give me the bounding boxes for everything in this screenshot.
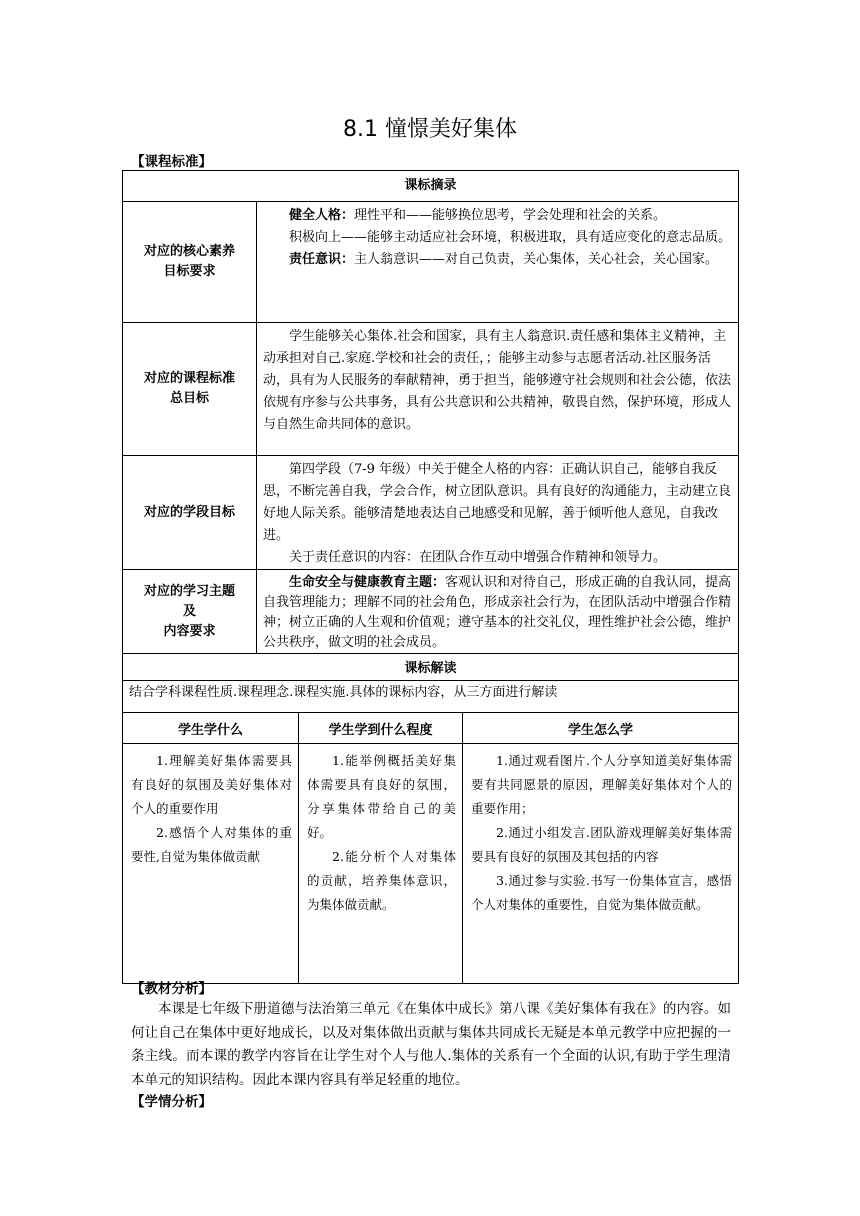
bold-term: 生命安全与健康教育主题： <box>289 575 446 590</box>
label-line: 及 <box>182 603 196 619</box>
cell-what <box>123 744 299 984</box>
row-label-learning-theme <box>123 570 257 654</box>
curriculum-table <box>122 170 739 984</box>
row-label-stage-goal <box>123 456 257 570</box>
interp-text: 结合学科课程性质.课程理念.课程实施.具体的课标内容，从三方面进行解读 <box>123 681 739 713</box>
content-text: 学生能够关心集体.社会和国家，具有主人翁意识.责任感和集体主义精神，主动承担对自己.家庭.学校和社会的责任，；能够主动参与志愿者活动.社区服务活动，具有为人民服务的奉献精神，勇于担当，能够遵守社会规则和社会公德，依法依规有序参与公共事务，具有公共意识和公共精神，敬畏自然，保护环境，形成人与自然生命共同体的意识。 <box>263 329 732 432</box>
label-line: 目标要求 <box>163 264 216 279</box>
cell-how <box>463 744 739 984</box>
section-heading-learner: 【学情分析】 <box>131 1094 212 1110</box>
content-text: 关于责任意识的内容：在团队合作互动中增强合作精神和领导力。 <box>289 550 667 565</box>
label-line: 对应的学段目标 <box>143 504 235 520</box>
bold-term: 健全人格： <box>289 208 355 223</box>
page-title: 8.1 憧憬美好集体 <box>343 117 517 142</box>
interp-header: 课标解读 <box>123 654 739 681</box>
list-item: 1.通过观看图片.个人分享知道美好集体需要有共同愿景的原因，理解美好集体对个人的重要作用； <box>471 753 733 816</box>
row-content-overall-goal <box>257 323 739 456</box>
list-item: 1.理解美好集体需要具有良好的氛围及美好集体对个人的重要作用 <box>131 753 292 816</box>
row-content-stage-goal <box>257 456 739 570</box>
label-line: 对应的课程标准 <box>143 371 235 386</box>
column-header-what: 学生学什么 <box>123 713 299 744</box>
label-line: 总目标 <box>169 391 209 406</box>
list-item: 3.通过参与实验.书写一份集体宣言，感悟个人对集体的重要性，自觉为集体做贡献。 <box>471 873 733 912</box>
label-line: 对应的学习主题 <box>143 583 235 599</box>
section-heading-curriculum: 【课程标准】 <box>131 154 212 170</box>
list-item: 2.感悟个人对集体的重要性,自觉为集体做贡献 <box>131 825 292 864</box>
column-header-how: 学生怎么学 <box>463 713 739 744</box>
list-item: 1.能举例概括美好集体需要具有良好的氛围，分享集体带给自己的美好。 <box>307 753 456 840</box>
content-text: 理性平和——能够换位思考，学会处理和社会的关系。 <box>354 208 667 223</box>
textbook-analysis <box>131 998 731 1092</box>
paragraph: 本课是七年级下册道德与法治第三单元《在集体中成长》第八课《美好集体有我在》的内容。如何让自己在集体中更好地成长，以及对集体做出贡献与集体共同成长无疑是本单元教学中应把握的一条主线。而本课的教学内容旨在让学生对个人与他人.集体的关系有一个全面的认识,有助于学生理清本单元的知识结构。因此本课内容具有举足轻重的地位。 <box>131 1001 731 1088</box>
row-label-overall-goal <box>123 323 257 456</box>
row-content-core-literacy <box>257 202 739 323</box>
label-line: 内容要求 <box>163 623 216 639</box>
list-item: 2.通过小组发言.团队游戏理解美好集体需要具有良好的氛围及其包括的内容 <box>471 825 733 864</box>
column-header-degree: 学生学到什么程度 <box>299 713 463 744</box>
excerpt-header: 课标摘录 <box>123 171 739 202</box>
content-text: 客观认识和对待自己，形成正确的自我认同，提高自我管理能力；理解不同的社会角色，形成亲社会行为，在团队活动中增强合作精神；树立正确的人生观和价值观；遵守基本的社交礼仪，理性维护社会公德，维护公共秩序，做文明的社会成员。 <box>263 575 732 650</box>
content-text: 第四学段（7-9 年级）中关于健全人格的内容：正确认识自己，能够自我反思，不断完善自我，学会合作，树立团队意识。具有良好的沟通能力，主动建立良好地人际关系。能够清楚地表达自己地感受和见解，善于倾听他人意见，自我改进。 <box>263 462 732 543</box>
row-label-core-literacy <box>123 202 257 323</box>
content-text: 主人翁意识——对自己负责，关心集体，关心社会，关心国家。 <box>354 252 719 267</box>
cell-degree <box>299 744 463 984</box>
bold-term: 责任意识： <box>289 252 355 267</box>
content-text: 积极向上——能够主动适应社会环境，积极进取，具有适应变化的意志品质。 <box>289 230 732 245</box>
list-item: 2.能分析个人对集体的贡献，培养集体意识，为集体做贡献。 <box>307 849 456 912</box>
row-content-learning-theme <box>257 570 739 654</box>
section-heading-textbook: 【教材分析】 <box>131 981 212 997</box>
label-line: 对应的核心素养 <box>143 244 235 259</box>
